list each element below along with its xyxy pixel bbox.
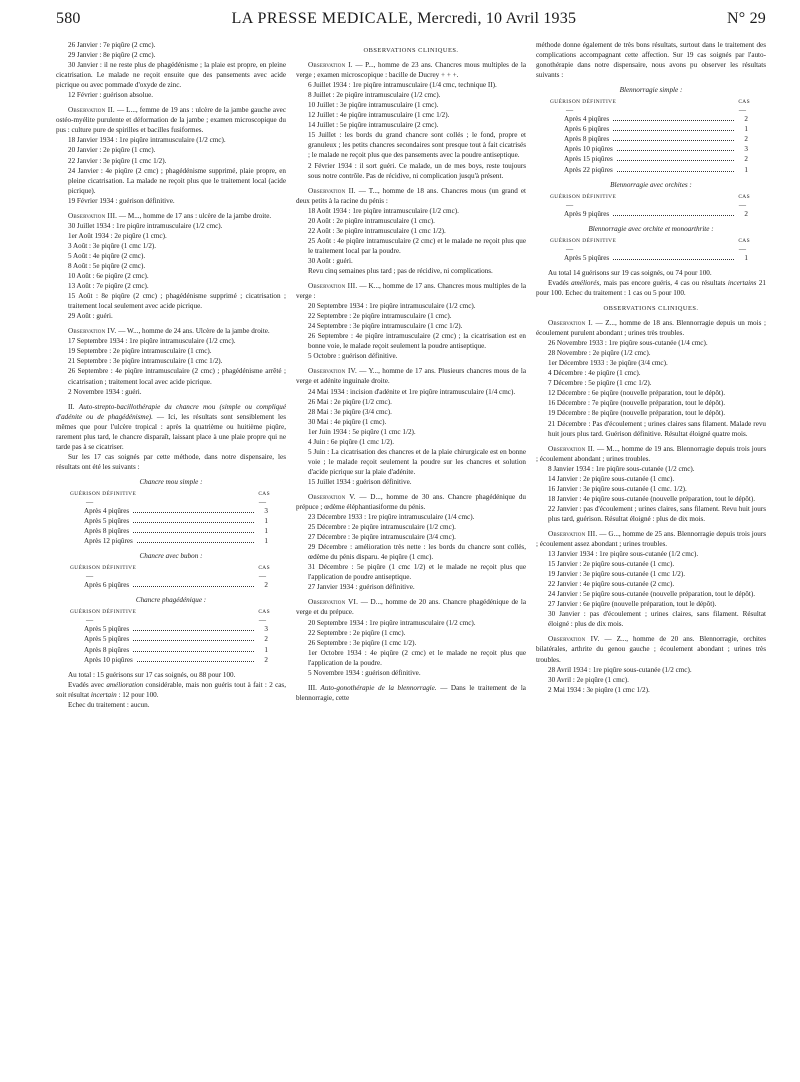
table-cell-value: 2 [264, 655, 268, 664]
column-middle [296, 40, 526, 1070]
entry-line: 7 Décembre : 5e piqûre (1 cmc 1/2). [548, 379, 652, 388]
observation-1-entries [296, 80, 526, 180]
section-text: — Dans le traitement de la blennorragie, cette [296, 683, 526, 702]
section-number: III. [308, 683, 317, 692]
entry-line: 22 Août : 3e piqûre intramusculaire (1 cmc 1/2). [308, 226, 446, 235]
section-title: Auto-strepto-bacillothérapie du chancre mou (simple ou compliqué d'adénite ou de phagédénisme). [56, 402, 286, 421]
entry-line: 26 Mai : 2e piqûre (1/2 cmc). [308, 397, 392, 406]
observation-text: — D..., homme de 20 ans. Chancre phagédénique de la verge et du prépuce. [296, 598, 526, 617]
observation-1 [536, 318, 766, 338]
table-row [536, 209, 766, 219]
section-heading: OBSERVATIONS CLINIQUES. [363, 47, 459, 54]
table-cell-value: 3 [744, 145, 748, 154]
entry-line: 31 Décembre : 5e piqûre (1 cmc 1/2) et le malade ne reçoit plus que l'application de poudre antiseptique. [308, 563, 526, 582]
results-table [536, 224, 766, 263]
table-header-left: GUÉRISON DÉFINITIVE [550, 193, 617, 200]
table-row [56, 526, 286, 536]
table-row [56, 645, 286, 655]
observation-label: Observation I. [548, 319, 593, 328]
entry-line: 1er Juin 1934 : 5e piqûre (1 cmc 1/2). [308, 427, 416, 436]
table-row [536, 114, 766, 124]
table-header-right: CAS [258, 609, 270, 616]
entry-line: 22 Janvier : 4e piqûre sous-cutanée (2 cmc). [548, 580, 675, 589]
table-cell-label: Après 6 piqûres [84, 581, 130, 590]
entry-line: 30 Mai : 4e piqûre (1 cmc). [308, 417, 387, 426]
observation-text: — W..., homme de 24 ans. Ulcère de la jambe droite. [116, 327, 270, 336]
journal-name: LA PRESSE MEDICALE, [231, 10, 414, 27]
text-run: : 12 pour 100. [116, 690, 159, 699]
table-cell-label: Après 4 piqûres [84, 507, 130, 516]
observation-text: — P..., homme de 23 ans. Chancres mous multiples de la verge ; examen microscopique : bacille de Ducrey + + +. [296, 61, 526, 80]
leader-dots [613, 259, 734, 260]
table-rule: — — [86, 498, 266, 507]
table-rule: — — [566, 244, 746, 253]
entry-line: 26 Septembre : 3e piqûre (1 cmc 1/2). [308, 638, 417, 647]
observation-label: Observation VI. [308, 598, 359, 607]
section-2 [56, 402, 286, 452]
entry-line: 8 Août : 5e piqûre (2 cmc). [68, 261, 146, 270]
observation-label: Observation II. [308, 186, 356, 195]
entry-line: 16 Décembre : 7e piqûre (nouvelle préparation, tout le dépôt). [548, 399, 726, 408]
entry-line: 15 Janvier : 2e piqûre sous-cutanée (1 cmc). [548, 560, 675, 569]
table-row [56, 536, 286, 546]
text-run: , mais pas encore guéris, 4 cas ou résultats [599, 278, 728, 287]
entry-line: 28 Mai : 3e piqûre (3/4 cmc). [308, 407, 392, 416]
leader-dots [617, 171, 734, 172]
table-cell-value: 1 [744, 125, 748, 134]
entry-line: 10 Août : 6e piqûre (2 cmc). [68, 272, 149, 281]
observation-1 [296, 60, 526, 80]
entry-line: 5 Août : 4e piqûre (2 cmc). [68, 251, 146, 260]
entry-line: 5 Juin : La cicatrisation des chancres et de la plaie chirurgicale est en bonne voie ; le malade reçoit seulement la poudre sur les chancres et solution d'acide picrique sur la plaie d'adénite. [308, 447, 526, 476]
text-run: 21 pour 100. Echec du traitement : 1 cas ou 5 pour 100. [536, 278, 766, 297]
leader-dots [613, 120, 734, 121]
entry-line: 2 Février 1934 : il sort guéri. Ce malade, un de mes boys, reste toujours sous notre contrôle. Pas de récidive, ni complication jusqu'à présent. [308, 161, 526, 180]
entry-line: 19 Février 1934 : guérison définitive. [68, 196, 175, 205]
table-cell-label: Après 15 piqûres [564, 155, 613, 164]
issue-number: N° 29 [727, 10, 766, 27]
results-table [56, 595, 286, 664]
table-title: Chancre mou simple : [139, 477, 203, 486]
section-text: — Ici, les résultats sont sensiblement les mêmes que pour l'ulcère tropical : après la quatrième ou huitième piqûre, rarement plus tard, le chancre disparaît, laissant place à une plaie propre qui ne tarde pas à se cicatriser. [56, 412, 286, 451]
table-header-right: CAS [738, 193, 750, 200]
table-cell-label: Après 5 piqûres [564, 253, 610, 262]
table-row [536, 134, 766, 144]
leader-dots [617, 150, 734, 151]
table-cell-value: 3 [264, 507, 268, 516]
leader-dots [617, 160, 734, 161]
entry-line: 22 Septembre : 2e piqûre intramusculaire (1 cmc). [308, 312, 452, 321]
entry-line: 12 Juillet : 4e piqûre intramusculaire (1 cmc 1/2). [308, 111, 450, 120]
table-row [56, 506, 286, 516]
observation-text: — Z..., homme de 18 ans. Blennorragie depuis un mois ; écoulement purulent abondant ; urines très troubles. [536, 319, 766, 338]
issue-date: Mercredi, 10 Avril 1935 [417, 10, 577, 27]
leader-dots [613, 215, 734, 216]
observation-3 [296, 281, 526, 301]
table-cell-label: Après 5 piqûres [84, 625, 130, 634]
table-cell-label: Après 8 piqûres [564, 135, 610, 144]
table-header-left: GUÉRISON DÉFINITIVE [70, 490, 137, 497]
observation-text: — Z..., homme de 20 ans. Blennorragie, orchites bilatérales, arthrite du genou gauche ; écoulement abondant ; urines très troubles. [536, 635, 766, 664]
observation-4-entries [536, 665, 766, 695]
entry-line: 1er Octobre 1934 : 4e piqûre (2 cmc) et le malade ne reçoit plus que l'application de la poudre. [308, 648, 526, 667]
table-cell-value: 3 [264, 625, 268, 634]
leader-dots [613, 130, 734, 131]
table-cell-label: Après 12 piqûres [84, 537, 133, 546]
leader-dots [133, 651, 254, 652]
entry-line: 22 Janvier : pas d'écoulement ; urines claires, sans filament. Revu huit jours plus tard, guérison. Résultat éloigné : plus de dix mois. [548, 504, 766, 523]
table-cell-label: Après 5 piqûres [84, 635, 130, 644]
text-columns [56, 40, 766, 1070]
entry-line: 25 Août : 4e piqûre intramusculaire (2 cmc) et le malade ne reçoit plus que le traitement local par la poudre. [308, 236, 526, 255]
table-cell-value: 1 [264, 537, 268, 546]
table-title: Blennorragie simple : [619, 86, 683, 95]
observation-text: — K..., homme de 17 ans. Chancres mous multiples de la verge : [296, 282, 526, 301]
table-rule: — — [86, 616, 266, 625]
results-table [56, 551, 286, 590]
table-cell-value: 2 [744, 155, 748, 164]
table-header-right: CAS [738, 99, 750, 106]
observation-label: Observation I. [308, 61, 353, 70]
table-cell-label: Après 9 piqûres [564, 209, 610, 218]
table-cell-label: Après 10 piqûres [84, 655, 133, 664]
entry-line: 14 Janvier : 2e piqûre sous-cutanée (1 cmc). [548, 474, 675, 483]
table-header-right: CAS [738, 237, 750, 244]
observation-5 [296, 492, 526, 512]
table-cell-value: 2 [744, 135, 748, 144]
table-title: Blennorragie avec orchite et monoarthrite : [588, 224, 714, 233]
entry-line: 19 Janvier : 3e piqûre sous-cutanée (1 cmc 1/2). [548, 570, 686, 579]
leader-dots [133, 640, 254, 641]
table-row [56, 516, 286, 526]
observation-1-entries [536, 338, 766, 438]
section-number: II. [68, 402, 75, 411]
table-header-left: GUÉRISON DÉFINITIVE [70, 609, 137, 616]
observation-2-entries [536, 464, 766, 524]
section-3 [296, 683, 526, 703]
entry-line: 4 Décembre : 4e piqûre (1 cmc). [548, 369, 641, 378]
table-cell-value: 2 [264, 581, 268, 590]
entry-line: 12 Février : guérison absolue. [68, 91, 154, 100]
table-rule: — — [86, 572, 266, 581]
observation-2-entries [56, 135, 286, 205]
observation-2-entries [296, 206, 526, 276]
page-header [56, 0, 766, 40]
observation-5-entries [296, 512, 526, 592]
evades-results [56, 680, 286, 700]
table-cell-value: 1 [264, 645, 268, 654]
observation-4-entries [296, 387, 526, 487]
observation-text: — T..., homme de 18 ans. Chancres mous (un grand et deux petits à la racine du pénis : [296, 186, 526, 205]
results-tables [56, 477, 286, 665]
observation-4 [56, 326, 286, 336]
table-cell-value: 2 [744, 209, 748, 218]
observation-label: Observation III. [548, 529, 598, 538]
paragraph: Sur les 17 cas soignés par cette méthode, dans notre dispensaire, les résultats ont été les suivants : [56, 452, 286, 471]
entry-line: 1er Décembre 1933 : 3e piqûre (3/4 cmc). [548, 359, 668, 368]
entry-line: 17 Septembre 1934 : 1re piqûre intramusculaire (1/2 cmc). [68, 337, 236, 346]
entry-line: 18 Janvier 1934 : 1re piqûre intramusculaire (1/2 cmc). [68, 136, 226, 145]
table-cell-value: 1 [264, 517, 268, 526]
entry-line: 20 Août : 2e piqûre intramusculaire (1 cmc). [308, 216, 435, 225]
entry-line: 20 Septembre 1934 : 1re piqûre intramusculaire (1/2 cmc). [308, 618, 476, 627]
table-cell-label: Après 8 piqûres [84, 527, 130, 536]
entry-line: 4 Juin : 6e piqûre (1 cmc 1/2). [308, 437, 395, 446]
entry-line: 21 Septembre : 3e piqûre intramusculaire (1 cmc 1/2). [68, 357, 223, 366]
table-title: Blennorragie avec orchites : [610, 180, 692, 189]
table-cell-value: 2 [264, 635, 268, 644]
observation-label: Observation IV. [68, 327, 117, 336]
table-row [536, 124, 766, 134]
entry-line: Revu cinq semaines plus tard ; pas de récidive, ni complications. [308, 266, 493, 275]
observation-text: — M..., homme de 17 ans : ulcère de la jambe droite. [117, 211, 272, 220]
entry-line: 15 Juillet : les bords du grand chancre sont collés ; le fond, propre et granuleux ; les petits chancres secondaires sont presque tout à fait cicatrisés ; le malade ne reçoit plus que des pansements avec la poudre antiseptique. [308, 131, 526, 160]
table-cell-value: 1 [744, 253, 748, 262]
table-row [536, 253, 766, 263]
leader-dots [137, 542, 254, 543]
evades-results [536, 278, 766, 298]
entry-line: 6 Juillet 1934 : 1re piqûre intramusculaire (1/4 cmc, technique II). [308, 81, 497, 90]
entry-line: 26 Novembre 1933 : 1re piqûre sous-cutanée (1/4 cmc). [548, 339, 708, 348]
section-title: Auto-gonothérapie de la blennorragie. [320, 683, 437, 692]
observation-6-entries [296, 618, 526, 678]
entry-line: 19 Septembre : 2e piqûre intramusculaire (1 cmc). [68, 347, 212, 356]
entry-line: 13 Janvier 1934 : 1re piqûre sous-cutanée (1/2 cmc). [548, 550, 699, 559]
table-header-left: GUÉRISON DÉFINITIVE [550, 237, 617, 244]
entry-line: 30 Avril : 2e piqûre (1 cmc). [548, 675, 629, 684]
entry-line: 5 Octobre : guérison définitive. [308, 352, 398, 361]
entry-line: 25 Décembre : 2e piqûre intramusculaire (1/2 cmc). [308, 523, 456, 532]
observation-2 [536, 444, 766, 464]
entry-line: 18 Janvier : 4e piqûre sous-cutanée (nouvelle préparation, tout le dépôt). [548, 494, 756, 503]
running-title [81, 10, 727, 28]
text-run-italic: améliorés [571, 278, 600, 287]
leader-dots [133, 512, 254, 513]
entry-line: 3 Août : 3e piqûre (1 cmc 1/2). [68, 241, 157, 250]
observation-2 [56, 105, 286, 135]
entry-line: 26 Septembre : 4e piqûre intramusculaire (2 cmc) ; la cicatrisation est en bonne voie, le malade reçoit seulement la poudre antiseptique. [308, 332, 526, 351]
table-cell-label: Après 8 piqûres [84, 645, 130, 654]
table-cell-label: Après 22 piqûres [564, 165, 613, 174]
section-heading: OBSERVATIONS CLINIQUES. [603, 304, 699, 312]
observation-label: Observation V. [308, 492, 356, 501]
table-header-right: CAS [258, 490, 270, 497]
entry-line: 30 Juillet 1934 : 1re piqûre intramusculaire (1/2 cmc). [68, 221, 223, 230]
table-row [536, 154, 766, 164]
results-table [56, 477, 286, 546]
observation-4 [536, 634, 766, 664]
table-title: Chancre avec bubon : [139, 552, 203, 561]
leader-dots [133, 586, 254, 587]
observation-4-entries [56, 336, 286, 396]
entry-line: 15 Août : 8e piqûre (2 cmc) ; phagédénisme supprimé ; cicatrisation ; traitement local seulement avec acide picrique. [68, 292, 286, 311]
observation-label: Observation II. [68, 106, 115, 115]
observation-text: — M..., homme de 19 ans. Blennorragie depuis trois jours ; écoulement abondant ; urines troubles. [536, 444, 766, 463]
entry-line: 8 Juillet : 2e piqûre intramusculaire (1/2 cmc). [308, 91, 441, 100]
table-cell-value: 2 [744, 115, 748, 124]
observation-text: — Y..., homme de 17 ans. Plusieurs chancres mous de la verge et adénite inguinale droite. [296, 367, 526, 386]
entry-line: 16 Janvier : 3e piqûre sous-cutanée (1 cmc. 1/2). [548, 484, 687, 493]
entry-line: 5 Novembre 1934 : guérison définitive. [308, 668, 421, 677]
observation-label: Observation III. [68, 211, 118, 220]
entry-line: 26 Janvier : 7e piqûre (2 cmc). [68, 41, 156, 49]
observation-label: Observation IV. [548, 635, 600, 644]
table-rule: — — [566, 200, 746, 209]
observation-3-entries [56, 221, 286, 321]
entry-line: 12 Décembre : 6e piqûre (nouvelle préparation, tout le dépôt). [548, 389, 726, 398]
entry-line: 20 Septembre 1934 : 1re piqûre intramusculaire (1/2 cmc). [308, 302, 476, 311]
table-title: Chancre phagédénique : [135, 596, 207, 605]
table-cell-label: Après 5 piqûres [84, 517, 130, 526]
total-results: Au total : 15 guérisons sur 17 cas soignés, ou 88 pour 100. [68, 670, 236, 679]
failure-results: Echec du traitement : aucun. [68, 700, 150, 709]
results-table [536, 85, 766, 174]
entry-line: 2 Novembre 1934 : guéri. [68, 387, 142, 396]
observation-3 [536, 529, 766, 549]
table-row [56, 655, 286, 665]
entry-line: 24 Septembre : 3e piqûre intramusculaire (1 cmc 1/2). [308, 322, 463, 331]
entry-line: 15 Juillet 1934 : guérison définitive. [308, 477, 412, 486]
column-right [536, 40, 766, 1070]
entry-line: 22 Septembre : 2e piqûre (1 cmc). [308, 628, 406, 637]
entry-line: 10 Juillet : 3e piqûre intramusculaire (1 cmc). [308, 101, 439, 110]
table-cell-value: 1 [744, 165, 748, 174]
table-row [56, 624, 286, 634]
observation-label: Observation III. [308, 282, 358, 291]
entry-line: 8 Janvier 1934 : 1re piqûre sous-cutanée (1/2 cmc). [548, 464, 695, 473]
observation-text: — D..., homme de 30 ans. Chancre phagédénique du prépuce ; œdème éléphantiasiforme du pénis. [296, 492, 526, 512]
total-results: Au total 14 guérisons sur 19 cas soignés, ou 74 pour 100. [548, 268, 712, 277]
table-cell-label: Après 6 piqûres [564, 125, 610, 134]
observation-2 [296, 186, 526, 206]
entry-line: 26 Septembre : 4e piqûre intramusculaire (2 cmc) ; phagédénisme arrêté ; cicatrisation ; traitement local avec acide picrique. [68, 367, 286, 386]
text-run-italic: incertains [727, 278, 757, 287]
table-row [56, 580, 286, 590]
entry-line: 30 Janvier : pas d'écoulement ; urines claires, sans filament. Résultat éloigné : plus de dix mois. [548, 610, 766, 629]
entry-line: 24 Janvier : 5e piqûre sous-cutanée (nouvelle préparation, tout le dépôt). [548, 590, 756, 599]
text-run-italic: incertain [90, 690, 117, 699]
observation-text: — L..., femme de 19 ans : ulcère de la jambe gauche avec ostéo-myélite purulente et déformation de la jambe ; examen microscopique du pus : culture pure de spirilles et bacilles fusiformes. [56, 106, 286, 135]
entry-line: 28 Avril 1934 : 1re piqûre sous-cutanée (1/2 cmc). [548, 665, 692, 674]
leader-dots [133, 630, 254, 631]
entry-line: 19 Décembre : 8e piqûre (nouvelle préparation, tout le dépôt). [548, 409, 726, 418]
observation-label: Observation II. [548, 444, 595, 453]
entry-line: 22 Janvier : 3e piqûre (1 cmc 1/2). [68, 156, 167, 165]
table-row [536, 144, 766, 154]
observation-text: — G..., homme de 25 ans. Blennorragie depuis trois jours ; écoulement assez abondant ; urines troubles. [536, 529, 766, 549]
entry-line: 2 Mai 1934 : 3e piqûre (1 cmc 1/2). [548, 685, 650, 694]
paragraph: 30 Janvier : il ne reste plus de phagédénisme ; la plaie est propre, en pleine cicatrisation. Le malade ne reçoit ensuite que des pansements avec acide picrique ou avec pommade d'oxyde de zinc. [56, 61, 286, 90]
observation-6 [296, 597, 526, 617]
entry-line: 27 Décembre : 3e piqûre intramusculaire (3/4 cmc). [308, 533, 456, 542]
entry-line: 24 Mai 1934 : incision d'adénite et 1re piqûre intramusculaire (1/4 cmc). [308, 387, 516, 396]
table-header-left: GUÉRISON DÉFINITIVE [550, 99, 617, 106]
observation-4 [296, 366, 526, 386]
leader-dots [133, 522, 254, 523]
text-run: considérable, mais non guéris tout à fait : 2 cas, soit résultat [56, 680, 286, 699]
page-number: 580 [56, 10, 81, 27]
text-run-italic: amélioration [106, 680, 144, 689]
entry-line: 29 Décembre : amélioration très nette : les bords du chancre sont collés, œdème du pénis disparu. 4e piqûre (1 cmc). [308, 543, 526, 562]
observation-label: Observation IV. [308, 367, 357, 376]
entry-line: 14 Juillet : 5e piqûre intramusculaire (2 cmc). [308, 121, 439, 130]
text-run: Evadés [548, 278, 572, 287]
text-run: Evadés avec [68, 680, 107, 689]
paragraph: méthode donne également de très bons résultats, surtout dans le traitement des complications accompagnant cette affection. Sur 19 cas soignés par l'auto-gonothérapie dans notre dispensaire, nous avons pu observer les résultats suivants : [536, 41, 766, 80]
entry-line: 28 Novembre : 2e piqûre (1/2 cmc). [548, 349, 651, 358]
leader-dots [613, 140, 734, 141]
results-tables [536, 85, 766, 263]
table-rule: — — [566, 106, 746, 115]
entry-line: 27 Janvier : 6e piqûre (nouvelle préparation, tout le dépôt). [548, 600, 717, 609]
table-row [56, 634, 286, 644]
table-cell-label: Après 4 piqûres [564, 115, 610, 124]
entry-line: 21 Décembre : Pas d'écoulement ; urines claires sans filament. Malade revu huit jours plus tard. Guérison définitive. Résultat éloigné quatre mois. [548, 419, 766, 438]
observation-3-entries [296, 301, 526, 361]
entry-line: 18 Août 1934 : 1re piqûre intramusculaire (1/2 cmc). [308, 206, 459, 215]
results-table [536, 180, 766, 219]
observation-3 [56, 211, 286, 221]
table-header-left: GUÉRISON DÉFINITIVE [70, 565, 137, 572]
table-cell-value: 1 [264, 527, 268, 536]
column-left [56, 40, 286, 1070]
entry-line: 24 Janvier : 4e piqûre (2 cmc) ; phagédénisme supprimé, plaie propre, en pleine cicatrisation. La malade ne reçoit plus que le traitement local (acide picrique). [68, 166, 286, 195]
table-header-right: CAS [258, 565, 270, 572]
entry-line: 20 Janvier : 2e piqûre (1 cmc). [68, 146, 156, 155]
entry-line: 29 Janvier : 8e piqûre (2 cmc). [68, 51, 156, 60]
observation-3-entries [536, 549, 766, 629]
entry-line: 30 Août : guéri. [308, 256, 353, 265]
entry-line: 23 Décembre 1933 : 1re piqûre intramusculaire (1/4 cmc). [308, 513, 475, 522]
entry-line: 13 Août : 7e piqûre (2 cmc). [68, 282, 149, 291]
entry-line: 1er Août 1934 : 2e piqûre (1 cmc). [68, 231, 167, 240]
entry-line: 29 Août : guéri. [68, 312, 113, 321]
leader-dots [133, 532, 254, 533]
table-cell-label: Après 10 piqûres [564, 145, 613, 154]
entry-line: 27 Janvier 1934 : guérison définitive. [308, 583, 415, 592]
leader-dots [137, 661, 254, 662]
table-row [536, 165, 766, 175]
